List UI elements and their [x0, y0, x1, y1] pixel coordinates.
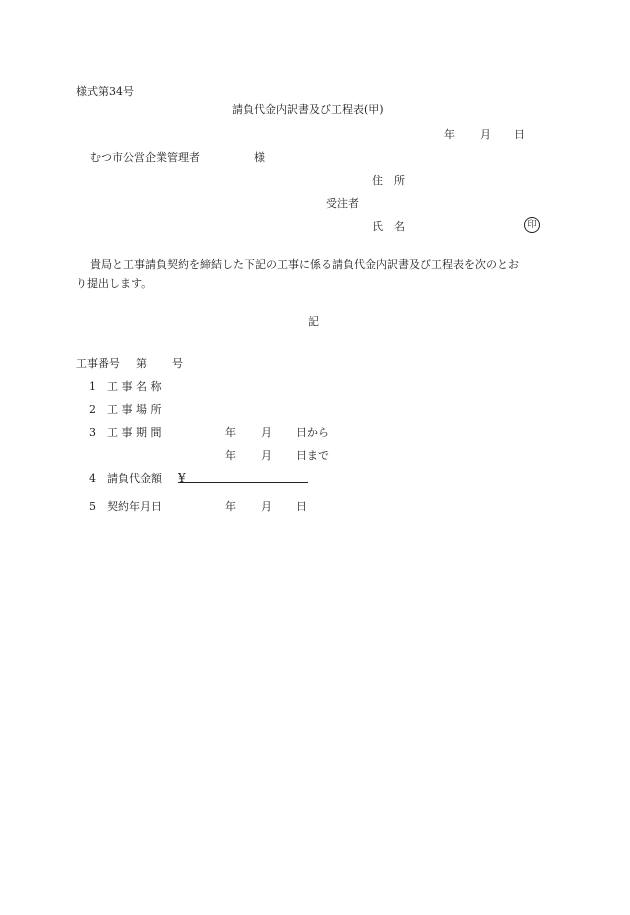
- item-number: 4: [89, 472, 96, 485]
- period-start-year: 年: [225, 426, 236, 439]
- item-label-work-period: 工 事 期 間: [107, 426, 162, 439]
- item-label-contract-amount: 請負代金額: [107, 472, 162, 485]
- body-text-line-2: り提出します。: [76, 277, 153, 290]
- period-end-year: 年: [225, 449, 236, 462]
- date-day: 日: [514, 128, 525, 141]
- date-month: 月: [480, 128, 491, 141]
- yen-sign: ¥: [178, 471, 186, 485]
- amount-underline: [178, 482, 308, 483]
- item-number: 5: [89, 500, 96, 513]
- address-label: 住 所: [372, 174, 405, 187]
- contract-date-month: 月: [261, 500, 272, 513]
- contract-date-year: 年: [225, 500, 236, 513]
- period-end-day: 日まで: [296, 449, 329, 462]
- form-number: 様式第34号: [76, 85, 134, 98]
- item-label-work-name: 工 事 名 称: [107, 380, 162, 393]
- contractor-role-label: 受注者: [326, 197, 359, 210]
- date-year: 年: [444, 128, 455, 141]
- work-number-go: 号: [172, 357, 183, 370]
- work-number-dai: 第: [136, 357, 147, 370]
- addressee-name: むつ市公営企業管理者: [90, 151, 200, 164]
- ki-heading: 記: [308, 315, 319, 328]
- period-start-day: 日から: [296, 426, 329, 439]
- document-title: 請負代金内訳書及び工程表(甲): [232, 103, 384, 116]
- addressee-honorific: 様: [254, 151, 265, 164]
- item-number: 1: [89, 380, 96, 393]
- body-text-line-1: 貴局と工事請負契約を締結した下記の工事に係る請負代金内訳書及び工程表を次のとお: [90, 258, 519, 271]
- item-label-work-location: 工 事 場 所: [107, 403, 162, 416]
- name-label: 氏 名: [372, 220, 405, 233]
- seal-mark: 印: [524, 217, 540, 233]
- period-start-month: 月: [261, 426, 272, 439]
- item-label-contract-date: 契約年月日: [107, 500, 162, 513]
- work-number-label: 工事番号: [76, 357, 120, 370]
- contract-date-day: 日: [296, 500, 307, 513]
- period-end-month: 月: [261, 449, 272, 462]
- item-number: 2: [89, 403, 96, 416]
- item-number: 3: [89, 426, 96, 439]
